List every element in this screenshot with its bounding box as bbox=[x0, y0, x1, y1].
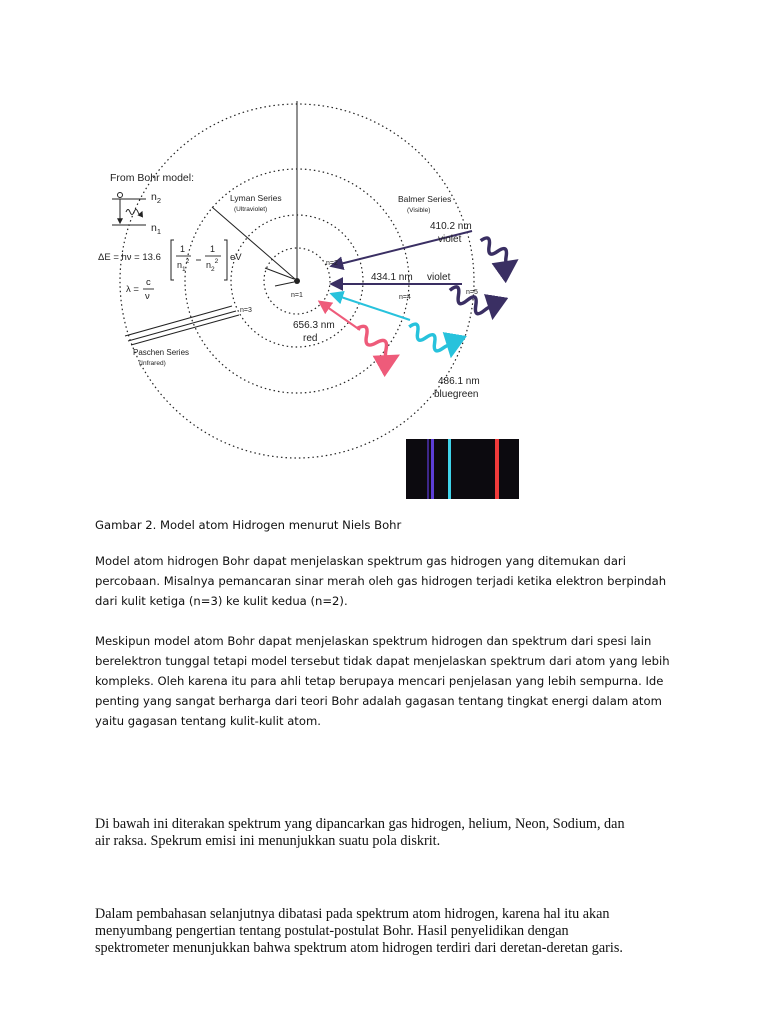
lambda-equation: λ = bbox=[126, 284, 139, 295]
svg-text:eV: eV bbox=[230, 252, 242, 263]
wavelength-486: 486.1 nm bbox=[438, 376, 480, 387]
svg-text:c: c bbox=[146, 277, 151, 288]
svg-text:ν: ν bbox=[145, 291, 150, 302]
svg-text:n=1: n=1 bbox=[291, 292, 303, 299]
svg-text:1: 1 bbox=[210, 244, 216, 254]
svg-text:(Ultraviolet): (Ultraviolet) bbox=[234, 206, 268, 213]
svg-text:n2: $n_2$ bbox=[151, 191, 162, 205]
wavelength-434: 434.1 nm bbox=[371, 272, 413, 283]
paschen-lines bbox=[125, 306, 239, 345]
paragraph-4: Dalam pembahasan selanjutnya dibatasi pada spektrum atom hidrogen, karena hal itu akan menyumbang pengertian tentang postulat-postulat Bohr. Hasil penyelidikan dengan spektrometer menunjukkan bahwa spektrum atom hidrogen terdiri dari deretan-deretan garis. bbox=[95, 906, 623, 956]
paragraph-2: Meskipun model atom Bohr dapat menjelaskan spektrum hidrogen dan spektrum dari spesi lain berelektron tunggal tetapi model tersebut tidak dapat menjelaskan spektrum dari atom yang lebih kompleks. Oleh karena itu para ahli tetap berupaya mencari penjelasan yang lebih sempurna. Ide penting yang sangat berharga dari teori Bohr adalah gagasan tentang tingkat energi dalam atom yaitu gagasan tentang kulit-kulit atom. bbox=[95, 634, 670, 728]
wavelength-656: 656.3 nm bbox=[293, 320, 335, 331]
paragraph-1: Model atom hidrogen Bohr dapat menjelaskan spektrum gas hidrogen yang ditemukan dari percobaan. Misalnya pemancaran sinar merah oleh gas hidrogen terjadi ketika elektron berpindah dari kulit ketiga (n=3) ke kulit kedua (n=2). bbox=[95, 554, 667, 608]
svg-text:bluegreen: bluegreen bbox=[434, 389, 479, 400]
svg-text:n=3: n=3 bbox=[240, 307, 252, 314]
paschen-series-label: Paschen Series bbox=[133, 348, 190, 357]
paragraph-3: Di bawah ini diterakan spektrum yang dipancarkan gas hidrogen, helium, Neon, Sodium, dan air raksa. Spekrum emisi ini menunjukkan suatu pola diskrit. bbox=[95, 816, 625, 849]
photon-410-wave bbox=[477, 236, 517, 267]
energy-equation: ΔE = hν = 13.6 bbox=[98, 252, 161, 263]
spectral-line-434 bbox=[431, 439, 434, 499]
svg-text:violet: violet bbox=[438, 234, 462, 245]
from-bohr-model-label: From Bohr model: bbox=[110, 172, 195, 184]
spectral-line-656 bbox=[495, 439, 499, 499]
svg-text:n=4: n=4 bbox=[399, 294, 411, 301]
spectral-line-410 bbox=[427, 439, 429, 499]
hydrogen-emission-spectrum bbox=[406, 439, 519, 499]
svg-text:n=5: n=5 bbox=[466, 289, 478, 296]
spectral-line-486 bbox=[448, 439, 451, 499]
bohr-model-figure bbox=[0, 0, 768, 510]
svg-text:(Infrared): (Infrared) bbox=[139, 360, 166, 367]
svg-text:1: 1 bbox=[180, 244, 186, 254]
svg-text:violet: violet bbox=[427, 272, 451, 283]
svg-text:n=2: n=2 bbox=[326, 260, 338, 267]
lyman-series-label: Lyman Series bbox=[230, 193, 282, 203]
balmer-series-label: Balmer Series bbox=[398, 194, 452, 204]
svg-text:red: red bbox=[303, 333, 318, 344]
photon-486-wave bbox=[406, 322, 455, 359]
svg-text:(Visible): (Visible) bbox=[407, 207, 431, 214]
svg-text:n12: $n_1^2$ bbox=[177, 258, 190, 273]
figure-caption: Gambar 2. Model atom Hidrogen menurut Niels Bohr bbox=[95, 518, 402, 532]
wavelength-410: 410.2 nm bbox=[430, 221, 472, 232]
svg-text:n22: $n_2^2$ bbox=[206, 258, 219, 273]
svg-text:n1: $n_1$ bbox=[151, 222, 162, 236]
